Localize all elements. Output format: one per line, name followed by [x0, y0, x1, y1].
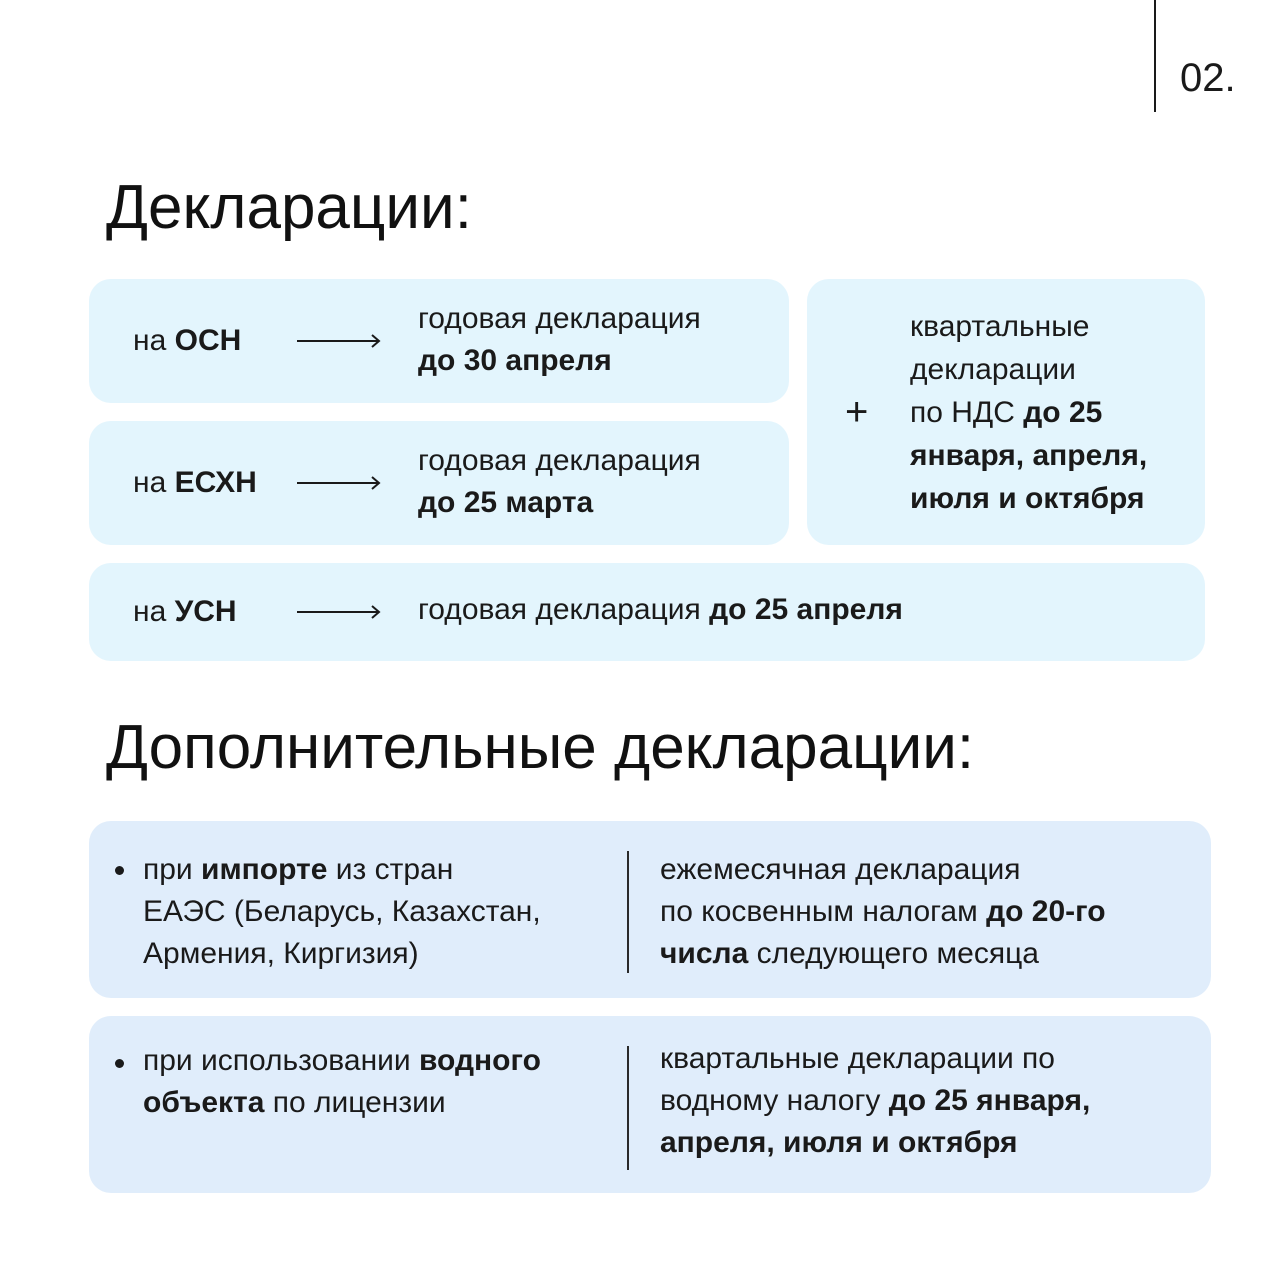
deadline: до 25 апреля	[709, 593, 903, 626]
additional-card-water	[89, 1016, 1211, 1193]
regime-label: на ОСН	[133, 324, 242, 357]
section-title-additional: Дополнительные декларации:	[106, 713, 975, 782]
declaration-description: годовая декларация до 30 апреля	[418, 298, 701, 382]
result-text: квартальные декларации по водному налогу до 25 января, апреля, июля и октября	[660, 1042, 1091, 1159]
plus-icon: +	[845, 390, 869, 434]
declaration-description: годовая декларация до 25 марта	[418, 440, 701, 524]
page-number: 02.	[1180, 56, 1236, 100]
bullet-icon	[115, 866, 124, 875]
column-divider	[627, 851, 629, 973]
arrow-right-icon	[297, 334, 381, 348]
declaration-card-osn	[89, 279, 789, 403]
arrow-right-icon	[297, 605, 381, 619]
declaration-description: годовая декларация до 25 апреля	[418, 593, 903, 626]
regime-name: ОСН	[174, 324, 242, 357]
result-text: ежемесячная декларация по косвенным налогам до 20-го числа следующего месяца	[660, 853, 1106, 970]
arrow-right-icon	[297, 476, 381, 490]
declaration-card-eskhn	[89, 421, 789, 545]
condition-text: при импорте из стран ЕАЭС (Беларусь, Казахстан, Армения, Киргизия)	[143, 853, 541, 970]
condition-text: при использовании водного объекта по лицензии	[143, 1044, 541, 1119]
bullet-icon	[115, 1059, 124, 1068]
regime-label: на ЕСХН	[133, 466, 257, 499]
declaration-card-usn	[89, 563, 1205, 661]
section-title-declarations: Декларации:	[106, 173, 472, 242]
deadline: до 25 марта	[418, 486, 594, 519]
deadline: до 30 апреля	[418, 344, 612, 377]
additional-card-import	[89, 821, 1211, 998]
vat-declaration-card	[807, 279, 1205, 545]
regime-label: на УСН	[133, 595, 237, 628]
regime-name: УСН	[174, 595, 237, 628]
column-divider	[627, 1046, 629, 1170]
regime-name: ЕСХН	[174, 466, 257, 499]
vat-description: квартальные декларации по НДС до 25 января, апреля, июля и октября	[910, 310, 1148, 515]
page-divider	[1154, 0, 1156, 112]
